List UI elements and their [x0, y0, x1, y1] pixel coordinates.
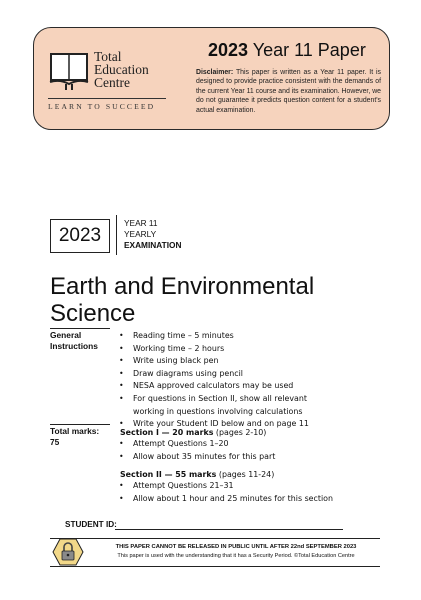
total-marks-label	[50, 426, 110, 448]
list-item: • Working time – 2 hours	[118, 343, 333, 356]
security-padlock-icon	[52, 538, 84, 566]
paper-year: 2023	[208, 40, 249, 60]
divider	[50, 538, 380, 539]
subject-title: Earth and Environmental Science	[50, 273, 315, 327]
student-id-field[interactable]	[115, 529, 343, 530]
security-notice: This paper is used with the understanding that it has a Security Period. ©Total Education Centre	[117, 553, 355, 559]
logo	[48, 42, 178, 122]
logo-divider	[48, 98, 166, 99]
exam-year-box: 2023	[50, 219, 110, 253]
exam-meta-year: YEAR 11	[124, 218, 158, 228]
list-item: • For questions in Section II, show all relevant working in questions involving calculations	[118, 393, 333, 418]
list-item: • Draw diagrams using pencil	[118, 368, 333, 381]
section-1-title: Section I — 20 marks	[120, 428, 214, 437]
logo-name-line: Total	[94, 49, 122, 64]
general-instructions-list	[118, 330, 333, 431]
header-panel	[33, 27, 390, 130]
total-marks-title: Total marks:	[50, 426, 100, 436]
section-2-list	[118, 480, 358, 505]
section-2-pages: (pages 11-24)	[218, 470, 275, 479]
list-item: • Reading time – 5 minutes	[118, 330, 333, 343]
paper-title	[208, 40, 366, 61]
general-instructions-label	[50, 330, 110, 352]
exam-meta	[124, 218, 181, 251]
list-item: • Allow about 35 minutes for this part	[118, 451, 348, 464]
divider	[50, 424, 110, 425]
logo-name-line: Centre	[94, 75, 130, 90]
disclaimer-label: Disclaimer:	[196, 69, 234, 76]
logo-name-line: Education	[94, 62, 149, 77]
list-item: • Write your Student ID below and on page 11	[118, 418, 333, 431]
exam-meta-kind: EXAMINATION	[124, 240, 182, 250]
divider	[116, 215, 117, 255]
logo-wordmark	[94, 50, 149, 89]
list-item: • Attempt Questions 1–20	[118, 438, 348, 451]
disclaimer	[196, 68, 381, 115]
list-item: • Attempt Questions 21–31	[118, 480, 358, 493]
release-notice: THIS PAPER CANNOT BE RELEASED IN PUBLIC UNTIL AFTER 22nd SEPTEMBER 2023	[115, 544, 357, 550]
exam-meta-type: YEARLY	[124, 229, 157, 239]
disclaimer-text: This paper is written as a Year 11 paper. It is designed to provide practice consistent with the demands of the current Year 11 course and its examination. However, we do not guarantee it predicts question content for a student's actual examination.	[196, 69, 381, 114]
list-item: • NESA approved calculators may be used	[118, 380, 333, 393]
logo-tagline: LEARN TO SUCCEED	[48, 102, 156, 111]
divider	[50, 566, 380, 567]
divider	[50, 328, 110, 329]
section-1-list	[118, 438, 348, 463]
student-id-label: STUDENT ID:	[65, 520, 117, 529]
total-marks-value: 75	[50, 437, 60, 447]
open-book-icon	[48, 52, 90, 92]
section-2-title: Section II — 55 marks	[120, 470, 217, 479]
list-item: • Allow about 1 hour and 25 minutes for this section	[118, 493, 358, 506]
paper-label: Year 11 Paper	[252, 40, 366, 60]
label-line: General	[50, 330, 82, 340]
list-item: • Write using black pen	[118, 355, 333, 368]
section-1-pages: (pages 2-10)	[215, 428, 267, 437]
label-line: Instructions	[50, 341, 98, 351]
